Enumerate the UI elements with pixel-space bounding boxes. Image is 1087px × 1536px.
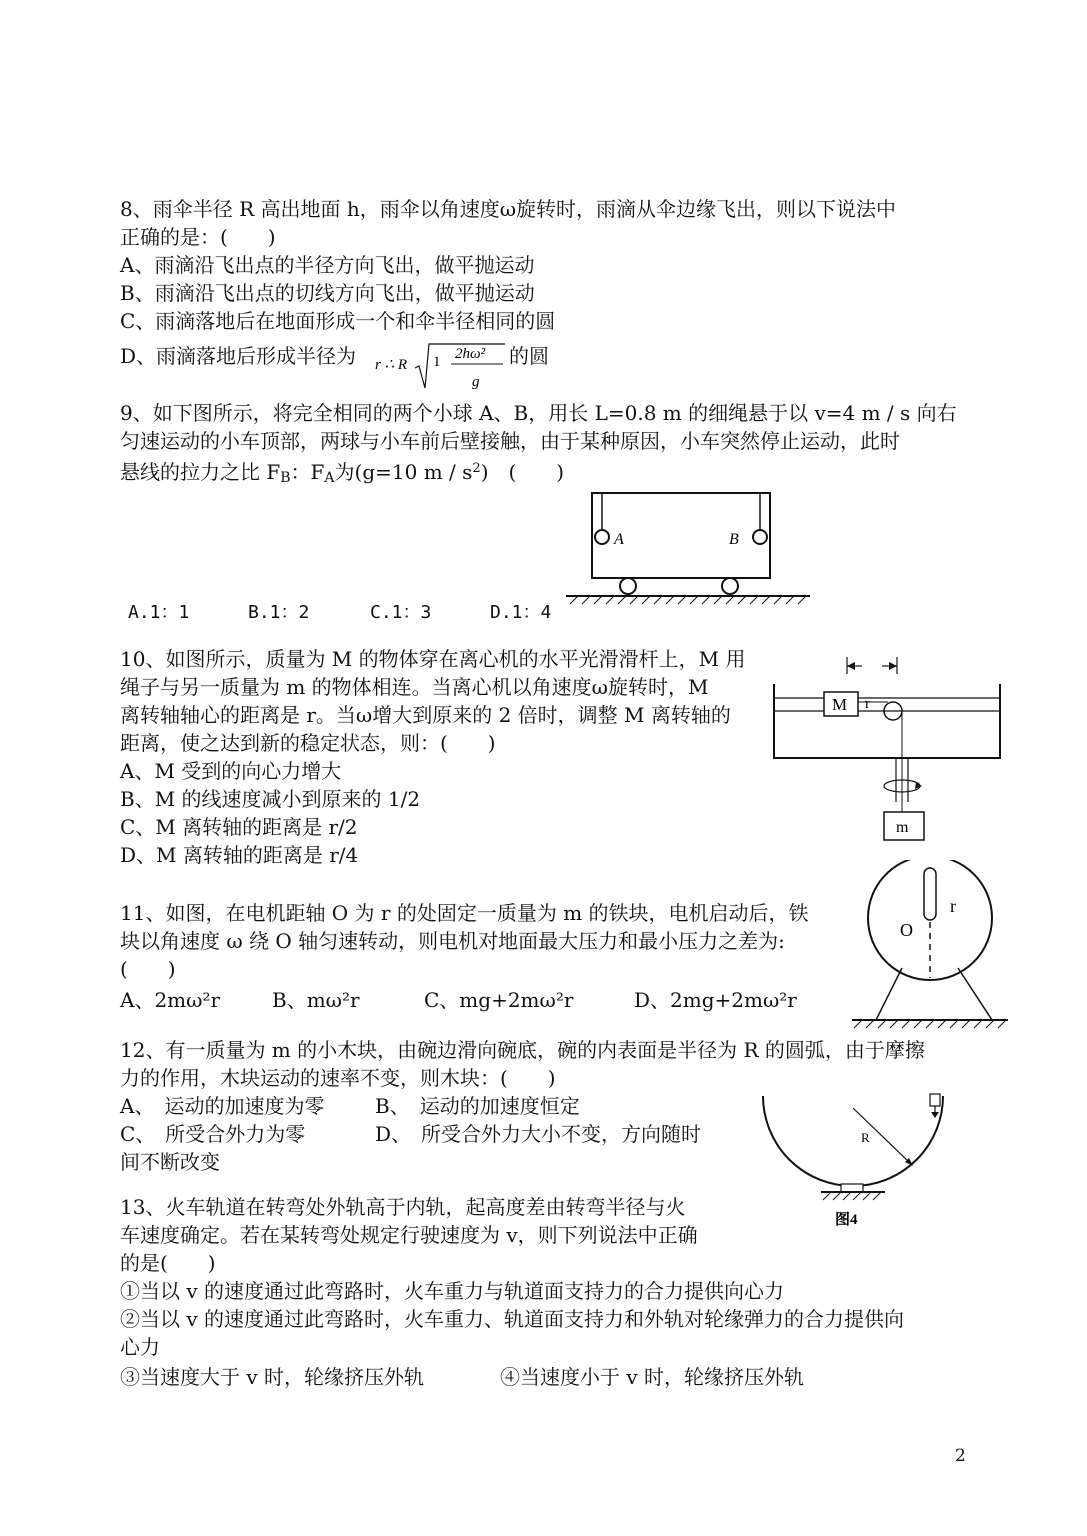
- q8-stem-line2: 正确的是：( ): [120, 225, 276, 249]
- q10-option-b: B、M 的线速度减小到原来的 1/2: [120, 787, 421, 811]
- q12-option-d-cont: 间不断改变: [120, 1150, 220, 1174]
- q9-option-d: D.1：4: [490, 602, 552, 623]
- q10-stem-line3: 离转轴轴心的距离是 r。当ω增大到原来的 2 倍时，调整 M 离转轴的: [120, 703, 731, 727]
- q8-option-a: A、雨滴沿飞出点的半径方向飞出，做平抛运动: [120, 253, 535, 277]
- page-number: 2: [955, 1446, 966, 1466]
- q12-option-d: D、 所受合外力大小不变，方向随时: [375, 1122, 702, 1146]
- q13-statement-3: ③当速度大于 v 时，轮缘挤压外轨: [120, 1365, 425, 1389]
- q11-option-c: C、mg+2mω²r: [424, 988, 574, 1012]
- q8-formula-denominator: g: [472, 374, 480, 390]
- q8-stem-line1: 8、雨伞半径 R 高出地面 h，雨伞以角速度ω旋转时，雨滴从伞边缘飞出，则以下说法中: [120, 197, 897, 221]
- q13-statement-2-cont: 心力: [120, 1335, 160, 1359]
- q8-option-d-prefix: D、雨滴落地后形成半径为: [120, 344, 357, 368]
- q13-stem-line1: 13、火车轨道在转弯处外轨高于内轨，起高度差由转弯半径与火: [120, 1195, 686, 1219]
- q9-stem3-mid: ：F: [290, 460, 325, 484]
- q13-stem-line3: 的是( ): [120, 1251, 216, 1275]
- q10-option-a: A、M 受到的向心力增大: [120, 759, 342, 783]
- q9-stem-line2: 匀速运动的小车顶部，两球与小车前后壁接触，由于某种原因，小车突然停止运动，此时: [120, 429, 900, 453]
- q12-option-c: C、 所受合外力为零: [120, 1122, 306, 1146]
- q9-option-b: B.1：2: [248, 602, 310, 623]
- q9-stem-line1: 9、如下图所示，将完全相同的两个小球 A、B，用长 L=0.8 m 的细绳悬于以 v=4 m / s 向右: [120, 401, 957, 425]
- q10-centrifuge-figure: [770, 652, 1006, 847]
- q9-stem3-pre: 悬线的拉力之比 F: [120, 460, 281, 484]
- q13-statement-1: ①当以 v 的速度通过此弯路时，火车重力与轨道面支持力的合力提供向心力: [120, 1279, 785, 1303]
- q8-formula-one: 1: [433, 354, 441, 370]
- q9-option-a: A.1：1: [128, 602, 190, 623]
- q12-fig-R: R: [861, 1130, 870, 1145]
- q12-stem-line2: 力的作用，木块运动的速率不变，则木块：( ): [120, 1066, 556, 1090]
- q9-label-b: B: [729, 531, 739, 548]
- q9-stem3-post: 为(g=10 m / s: [334, 460, 473, 484]
- q11-fig-r: r: [950, 896, 956, 916]
- q11-option-b: B、mω²r: [272, 988, 360, 1012]
- q9-cart-figure: [562, 488, 814, 606]
- q11-stem-line2: 块以角速度 ω 绕 O 轴匀速转动，则电机对地面最大压力和最小压力之差为:: [120, 929, 785, 953]
- q8-option-d: [120, 342, 356, 370]
- q10-stem-line2: 绳子与另一质量为 m 的物体相连。当离心机以角速度ω旋转时，M: [120, 675, 709, 699]
- q12-bowl-figure: [755, 1090, 945, 1236]
- q10-option-c: C、M 离转轴的距离是 r/2: [120, 815, 358, 839]
- q12-option-a: A、 运动的加速度为零: [120, 1094, 325, 1118]
- q10-stem-line1: 10、如图所示，质量为 M 的物体穿在离心机的水平光滑滑杆上，M 用: [120, 647, 746, 671]
- q9-sub-a: A: [324, 470, 335, 486]
- q8-formula-numerator: 2hω²: [455, 346, 486, 362]
- q9-stem3-end: ) ( ): [480, 460, 565, 484]
- q9-sup: 2: [472, 461, 481, 476]
- q11-fig-O: O: [900, 920, 913, 940]
- q9-label-a: A: [614, 531, 624, 548]
- q11-motor-figure: [850, 860, 1010, 1030]
- q12-option-b: B、 运动的加速度恒定: [375, 1094, 580, 1118]
- q9-stem-line3: [120, 455, 564, 492]
- q8-formula-lhs: r ∴ R: [375, 357, 408, 373]
- q10-fig-M: M: [832, 695, 848, 714]
- q13-statement-4: ④当速度小于 v 时，轮缘挤压外轨: [500, 1365, 805, 1389]
- q8-option-c: C、雨滴落地后在地面形成一个和伞半径相同的圆: [120, 309, 556, 333]
- q8-formula: [375, 336, 507, 394]
- q9-option-c: C.1：3: [370, 602, 432, 623]
- q13-statement-2: ②当以 v 的速度通过此弯路时，火车重力、轨道面支持力和外轨对轮缘弹力的合力提供向: [120, 1307, 905, 1331]
- q8-option-b: B、雨滴沿飞出点的切线方向飞出，做平抛运动: [120, 281, 535, 305]
- q8-option-d-suffix: 的圆: [509, 344, 549, 368]
- q11-stem-line3: ( ): [120, 957, 176, 981]
- q9-sub-b: B: [280, 470, 291, 486]
- q10-fig-r: r: [865, 696, 870, 712]
- q11-stem-line1: 11、如图，在电机距轴 O 为 r 的处固定一质量为 m 的铁块，电机启动后，铁: [120, 901, 809, 925]
- q12-fig-caption: 图4: [835, 1212, 858, 1228]
- q12-stem-line1: 12、有一质量为 m 的小木块，由碗边滑向碗底，碗的内表面是半径为 R 的圆弧，由于摩擦: [120, 1038, 925, 1062]
- q10-fig-m: m: [896, 819, 909, 836]
- q11-option-a: A、2mω²r: [120, 988, 221, 1012]
- q10-option-d: D、M 离转轴的距离是 r/4: [120, 843, 359, 867]
- q11-option-d: D、2mg+2mω²r: [634, 988, 797, 1012]
- q10-stem-line4: 距离，使之达到新的稳定状态，则：( ): [120, 731, 496, 755]
- q13-stem-line2: 车速度确定。若在某转弯处规定行驶速度为 v，则下列说法中正确: [120, 1223, 698, 1247]
